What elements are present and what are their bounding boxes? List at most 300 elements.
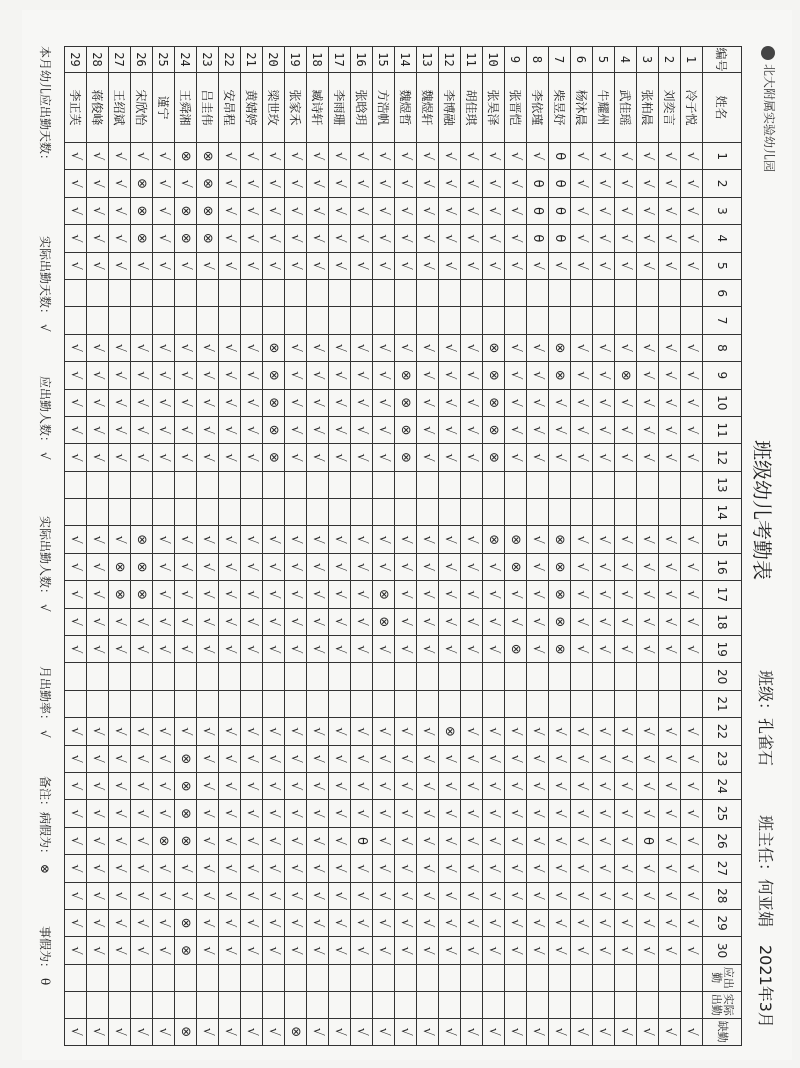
check-mark: √ [442, 535, 457, 544]
day-cell [439, 882, 461, 909]
check-mark: √ [90, 535, 105, 544]
day-cell [461, 334, 483, 361]
day-cell [197, 909, 219, 936]
school-label: 北大附属实验幼儿园 [762, 64, 776, 173]
monthly-rate [37, 666, 54, 738]
sick-mark: ⊗ [552, 342, 567, 354]
day-cell [263, 197, 285, 224]
check-mark: √ [596, 864, 611, 873]
day-cell [527, 745, 549, 772]
col-header-day: 23 [703, 745, 742, 772]
sick-mark: ⊗ [552, 588, 567, 600]
day-cell [659, 827, 681, 854]
day-cell [153, 389, 175, 416]
day-cell [461, 937, 483, 964]
check-mark: √ [552, 727, 567, 736]
check-mark: √ [442, 754, 457, 763]
day-cell [329, 362, 351, 389]
check-mark: √ [640, 754, 655, 763]
should-attend-cell [571, 964, 593, 991]
check-mark: √ [618, 836, 633, 846]
month-should-days [37, 46, 54, 170]
day-cell [461, 389, 483, 416]
day-cell [417, 416, 439, 443]
row-number: 24 [175, 47, 197, 73]
should-attend-cell [131, 964, 153, 991]
day-cell [571, 855, 593, 882]
check-mark: √ [178, 727, 193, 736]
day-cell [395, 362, 417, 389]
day-cell [615, 690, 637, 717]
day-cell [197, 225, 219, 252]
check-mark: √ [596, 562, 611, 572]
student-name: 魏煜轩 [417, 73, 439, 143]
check-mark: √ [464, 809, 479, 818]
day-cell [637, 937, 659, 964]
check-mark: √ [464, 261, 479, 270]
check-mark: √ [310, 727, 325, 736]
check-mark: √ [662, 918, 677, 928]
check-mark: √ [398, 343, 413, 353]
check-mark: √ [596, 1027, 611, 1036]
day-cell [307, 553, 329, 580]
check-mark: √ [178, 562, 193, 572]
day-cell [637, 170, 659, 197]
check-mark: √ [244, 535, 259, 544]
check-mark: √ [200, 782, 215, 791]
day-cell [527, 362, 549, 389]
student-name: 牛耀州 [593, 73, 615, 143]
actual-attend-cell [593, 991, 615, 1018]
day-cell [197, 307, 219, 334]
check-mark: √ [464, 864, 479, 873]
sick-mark: ⊗ [134, 178, 149, 190]
day-cell [197, 279, 219, 306]
check-mark: √ [266, 206, 281, 216]
day-cell [109, 772, 131, 799]
check-mark: √ [156, 809, 171, 818]
check-mark: √ [266, 782, 281, 791]
day-cell [395, 389, 417, 416]
day-cell [571, 389, 593, 416]
day-cell [307, 800, 329, 827]
day-cell [549, 499, 571, 526]
table-row [351, 47, 373, 1046]
check-mark: √ [200, 727, 215, 736]
day-cell [219, 772, 241, 799]
day-cell [505, 416, 527, 443]
check-mark: √ [618, 261, 633, 270]
check-mark: √ [266, 645, 281, 654]
check-mark: √ [332, 562, 347, 572]
check-mark: √ [354, 453, 369, 462]
day-cell [263, 471, 285, 498]
day-cell [109, 800, 131, 827]
should-attend-cell [241, 964, 263, 991]
day-cell [175, 389, 197, 416]
day-cell [593, 526, 615, 553]
day-cell [65, 608, 87, 635]
check-mark: √ [332, 809, 347, 818]
check-mark: √ [420, 590, 435, 599]
row-number: 10 [483, 47, 505, 73]
table-row [593, 47, 615, 1046]
day-cell [351, 553, 373, 580]
day-cell [395, 882, 417, 909]
check-mark: √ [398, 590, 413, 599]
day-cell [505, 389, 527, 416]
check-mark: √ [354, 754, 369, 763]
check-mark: √ [486, 809, 501, 818]
check-mark: √ [486, 946, 501, 955]
day-cell [65, 855, 87, 882]
check-mark: √ [310, 206, 325, 216]
sick-mark: ⊗ [486, 534, 501, 546]
day-cell [197, 800, 219, 827]
day-cell [285, 444, 307, 471]
table-row [285, 47, 307, 1046]
sick-mark: ⊗ [134, 561, 149, 573]
check-mark: √ [486, 590, 501, 599]
should-attend-cell [417, 964, 439, 991]
check-mark: √ [552, 425, 567, 435]
leave-mark: θ [530, 206, 545, 215]
check-mark: √ [222, 562, 237, 572]
check-mark: √ [156, 782, 171, 791]
check-mark: √ [222, 809, 237, 818]
day-cell [307, 499, 329, 526]
day-cell [395, 636, 417, 663]
check-mark: √ [178, 371, 193, 380]
check-mark: √ [464, 206, 479, 216]
day-cell [87, 143, 109, 170]
day-cell [549, 855, 571, 882]
day-cell [571, 581, 593, 608]
check-mark: √ [464, 425, 479, 435]
day-cell [659, 389, 681, 416]
day-cell [175, 663, 197, 690]
day-cell [681, 444, 703, 471]
day-cell [197, 553, 219, 580]
check-mark: √ [178, 891, 193, 900]
absent-cell [615, 1018, 637, 1045]
col-header-day: 17 [703, 581, 742, 608]
day-cell [681, 608, 703, 635]
day-cell [659, 362, 681, 389]
check-mark: √ [288, 836, 303, 846]
day-cell [549, 526, 571, 553]
day-cell [395, 170, 417, 197]
check-mark: √ [640, 206, 655, 216]
check-mark: √ [90, 782, 105, 791]
class-label: 班级： [756, 670, 775, 719]
day-cell [527, 143, 549, 170]
day-cell [461, 416, 483, 443]
check-mark: √ [90, 727, 105, 736]
day-cell [219, 663, 241, 690]
check-mark: √ [640, 398, 655, 407]
day-cell [241, 334, 263, 361]
check-mark: √ [178, 590, 193, 599]
day-cell [659, 444, 681, 471]
check-mark: √ [354, 234, 369, 243]
day-cell [285, 225, 307, 252]
student-name: 冷子悦 [681, 73, 703, 143]
day-cell [549, 937, 571, 964]
check-mark: √ [662, 453, 677, 462]
day-cell [373, 225, 395, 252]
row-number: 8 [527, 47, 549, 73]
day-cell [197, 608, 219, 635]
student-name: 王舜湘 [175, 73, 197, 143]
day-cell [153, 444, 175, 471]
check-mark: √ [596, 261, 611, 270]
check-mark: √ [332, 891, 347, 900]
class-line [755, 670, 778, 766]
day-cell [637, 526, 659, 553]
day-cell [439, 416, 461, 443]
check-mark: √ [574, 206, 589, 216]
row-number: 5 [593, 47, 615, 73]
check-mark: √ [310, 535, 325, 544]
check-mark: √ [662, 152, 677, 161]
day-cell [87, 499, 109, 526]
day-cell [87, 444, 109, 471]
check-mark: √ [200, 645, 215, 654]
check-mark: √ [200, 1027, 215, 1036]
sick-mark: ⊗ [552, 643, 567, 655]
day-cell [87, 170, 109, 197]
col-header-day: 20 [703, 663, 742, 690]
day-cell [263, 252, 285, 279]
day-cell [87, 389, 109, 416]
day-cell [571, 772, 593, 799]
day-cell [659, 471, 681, 498]
day-cell [505, 362, 527, 389]
check-mark: √ [640, 1027, 655, 1036]
day-cell [109, 636, 131, 663]
col-header-day: 21 [703, 690, 742, 717]
student-name: 蒋俊峰 [87, 73, 109, 143]
check-mark: √ [530, 261, 545, 270]
day-cell [571, 663, 593, 690]
check-mark: √ [332, 836, 347, 846]
day-cell [527, 170, 549, 197]
day-cell [329, 855, 351, 882]
day-cell [571, 499, 593, 526]
check-mark: √ [310, 946, 325, 955]
absent-cell [681, 1018, 703, 1045]
day-cell [153, 909, 175, 936]
check-mark: √ [354, 645, 369, 654]
check-mark: √ [464, 754, 479, 763]
day-cell [197, 636, 219, 663]
check-mark: √ [376, 371, 391, 380]
check-mark: √ [244, 425, 259, 435]
check-mark: √ [574, 425, 589, 435]
student-name: 方浩帆 [373, 73, 395, 143]
check-mark: √ [266, 152, 281, 161]
actual-attend-cell [373, 991, 395, 1018]
day-cell [659, 690, 681, 717]
check-mark: √ [486, 918, 501, 928]
day-cell [615, 772, 637, 799]
check-mark: √ [200, 261, 215, 270]
day-cell [505, 471, 527, 498]
day-cell [351, 252, 373, 279]
check-mark: √ [442, 617, 457, 626]
day-cell [439, 909, 461, 936]
day-cell [395, 772, 417, 799]
day-cell [505, 636, 527, 663]
day-cell [197, 827, 219, 854]
day-cell [505, 581, 527, 608]
day-cell [659, 307, 681, 334]
day-cell [285, 389, 307, 416]
day-cell [263, 663, 285, 690]
day-cell [197, 444, 219, 471]
day-cell [153, 307, 175, 334]
check-mark: √ [332, 918, 347, 928]
day-cell [241, 143, 263, 170]
day-cell [439, 471, 461, 498]
day-cell [285, 197, 307, 224]
day-cell [505, 772, 527, 799]
leave-mark: θ [640, 836, 655, 845]
day-cell [153, 855, 175, 882]
day-cell [527, 718, 549, 745]
day-cell [549, 772, 571, 799]
day-cell [153, 690, 175, 717]
day-cell [241, 772, 263, 799]
day-cell [197, 690, 219, 717]
day-cell [329, 225, 351, 252]
check-mark: √ [618, 562, 633, 572]
check-mark: √ [640, 891, 655, 900]
check-mark: √ [420, 371, 435, 380]
check-mark: √ [222, 152, 237, 161]
day-cell [527, 581, 549, 608]
day-cell [637, 499, 659, 526]
day-cell [351, 526, 373, 553]
day-cell [615, 143, 637, 170]
check-mark: √ [442, 836, 457, 846]
day-cell [351, 690, 373, 717]
note-label: 备注： [38, 776, 52, 813]
day-cell [307, 772, 329, 799]
check-mark: √ [134, 946, 149, 955]
day-cell [109, 581, 131, 608]
check-mark: √ [420, 179, 435, 188]
day-cell [241, 362, 263, 389]
check-mark: √ [530, 836, 545, 846]
day-cell [505, 745, 527, 772]
check-mark: √ [266, 535, 281, 544]
day-cell [131, 882, 153, 909]
row-number: 29 [65, 47, 87, 73]
day-cell [483, 827, 505, 854]
table-row [307, 47, 329, 1046]
actual-attend-cell [681, 991, 703, 1018]
absent-cell [505, 1018, 527, 1045]
actual-attend-cell [87, 991, 109, 1018]
leave-mark: θ [552, 234, 567, 243]
sick-mark: ⊗ [266, 342, 281, 354]
sheet-date: 2021年3月 [756, 945, 775, 1028]
day-cell [483, 499, 505, 526]
day-cell [505, 553, 527, 580]
check-mark: √ [112, 864, 127, 873]
day-cell [219, 882, 241, 909]
day-cell [593, 800, 615, 827]
day-cell [87, 279, 109, 306]
day-cell [175, 499, 197, 526]
check-mark: √ [200, 836, 215, 846]
teacher-line [755, 815, 778, 927]
check-mark: √ [464, 590, 479, 599]
check-mark: √ [596, 535, 611, 544]
day-cell [329, 772, 351, 799]
check-mark: √ [640, 946, 655, 955]
check-mark: √ [684, 179, 699, 188]
check-mark: √ [332, 754, 347, 763]
actual-attend-cell [263, 991, 285, 1018]
day-cell [461, 279, 483, 306]
day-cell [681, 526, 703, 553]
day-cell [505, 279, 527, 306]
check-mark: √ [420, 754, 435, 763]
check-mark: √ [134, 754, 149, 763]
col-header-day: 30 [703, 937, 742, 964]
day-cell [417, 581, 439, 608]
sick-mark: ⊗ [552, 616, 567, 628]
check-mark: √ [574, 864, 589, 873]
day-cell [571, 608, 593, 635]
day-cell [483, 252, 505, 279]
actual-attend-cell [527, 991, 549, 1018]
day-cell [87, 252, 109, 279]
absent-cell [439, 1018, 461, 1045]
absent-cell [549, 1018, 571, 1045]
day-cell [219, 416, 241, 443]
check-mark: √ [244, 864, 259, 873]
table-row [505, 47, 527, 1046]
check-mark: √ [178, 645, 193, 654]
check-mark: √ [354, 809, 369, 818]
day-cell [175, 279, 197, 306]
day-cell [395, 225, 417, 252]
check-mark: √ [178, 453, 193, 462]
day-cell [351, 334, 373, 361]
day-cell [681, 855, 703, 882]
check-mark: √ [420, 206, 435, 216]
check-mark: √ [574, 234, 589, 243]
day-cell [417, 690, 439, 717]
day-cell [461, 307, 483, 334]
day-cell [395, 334, 417, 361]
monthly-rate-value: √ [38, 730, 52, 738]
check-mark: √ [288, 234, 303, 243]
check-mark: √ [68, 782, 83, 791]
check-mark: √ [310, 343, 325, 353]
check-mark: √ [90, 343, 105, 353]
day-cell [461, 581, 483, 608]
day-cell [329, 581, 351, 608]
day-cell [373, 553, 395, 580]
absent-cell [175, 1018, 197, 1045]
day-cell [351, 909, 373, 936]
check-mark: √ [618, 782, 633, 791]
